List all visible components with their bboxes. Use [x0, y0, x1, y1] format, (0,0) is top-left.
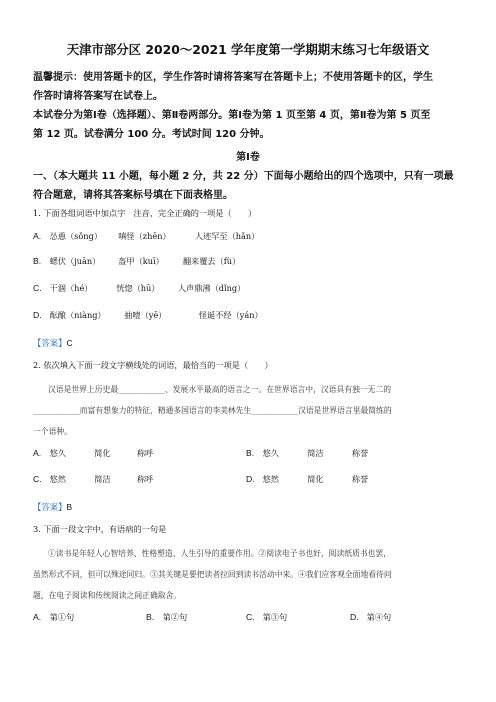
q1-stem: 1. 下面各组词语中加点字 注音，完全正确的一项是（ ）: [33, 208, 257, 218]
option-item: 干涸（hé）: [49, 283, 93, 293]
option-item: 怪诞不经（yán）: [198, 310, 263, 320]
option-item: 抽噎（yē）: [124, 310, 167, 320]
q2-option-c[interactable]: [33, 474, 153, 485]
option-item: 称誉: [351, 474, 369, 484]
q3-option-a[interactable]: [33, 612, 74, 623]
option-item: 第①句: [49, 612, 75, 622]
option-item: 人迹罕至（hǎn）: [194, 231, 260, 241]
option-letter: B.: [246, 448, 255, 458]
answer-label: 【答案】: [33, 502, 67, 512]
q3-passage-line-1: ①读书是年轻人心智培养、性格塑造、人生引导的重要作用。②阅读电子书也好，阅读纸质书也罢，: [48, 549, 392, 558]
option-letter: A.: [33, 612, 42, 622]
option-item: 怂恿（sǒng）: [49, 231, 103, 241]
option-letter: D.: [246, 474, 255, 484]
option-item: 悠久: [49, 448, 66, 458]
page-title: 天津市部分区 2020～2021 学年度第一学期期末练习七年级语文: [66, 42, 430, 57]
option-item: 翻来覆去（fù）: [182, 256, 241, 266]
option-item: 悠然: [262, 474, 279, 484]
option-item: 称呼: [136, 448, 154, 458]
option-letter: A.: [33, 231, 42, 241]
answer-label: 【答案】: [33, 338, 67, 348]
option-letter: A.: [33, 448, 42, 458]
q3-stem: 3. 下面一段文字中，有语病的一句是: [33, 524, 167, 534]
option-letter: D.: [350, 612, 359, 622]
answer-value: C: [66, 338, 73, 348]
q3-passage-line-2: 虽然形式不同，但可以殊途同归。③其关键是要把读者拉回到读书活动中来。④我们应客观全面地看待问: [33, 570, 392, 579]
q2-option-a[interactable]: [33, 448, 153, 459]
option-item: 第②句: [162, 612, 188, 622]
option-item: 称呼: [136, 474, 154, 484]
info-line-1: 本试卷分为第Ⅰ卷（选择题）、第Ⅱ卷两部分。第Ⅰ卷为第 1 页至第 4 页，第Ⅱ卷为第 5 页至: [33, 110, 431, 121]
q3-option-d[interactable]: [350, 612, 391, 623]
option-item: 悠久: [262, 448, 279, 458]
option-letter: C.: [33, 283, 42, 293]
option-item: 恍惚（hū）: [116, 283, 160, 293]
option-letter: C.: [33, 474, 42, 484]
q2-option-d[interactable]: [246, 474, 368, 485]
part1-line-2: 符合题意，请将其答案标号填在下面表格里。: [33, 190, 233, 201]
option-item: 简洁: [307, 448, 324, 458]
option-item: 嗔怪（zhēn）: [118, 231, 171, 241]
notice-line-2: 作答时请将答案写在试卷上。: [33, 91, 163, 102]
option-item: 称誉: [351, 448, 369, 458]
q1-option-b[interactable]: [33, 256, 240, 267]
option-item: 简洁: [94, 474, 111, 484]
notice-line-1: 温馨提示：使用答题卡的区，学生作答时请将答案写在答题卡上；不使用答题卡的区，学生: [33, 72, 433, 83]
option-letter: B.: [33, 256, 42, 266]
option-item: 悠然: [49, 474, 66, 484]
option-letter: C.: [246, 612, 255, 622]
q3-option-c[interactable]: [246, 612, 287, 623]
q2-passage-line-3: 一个语种。: [33, 427, 72, 436]
q2-passage-line-1: 汉语是世界上历史最____________、发展水平最高的语言之一。在世界语言中，汉语具有独一无二的: [48, 385, 392, 394]
answer-value: B: [66, 502, 73, 512]
option-item: 简化: [94, 448, 111, 458]
q2-answer: [33, 501, 72, 513]
section-title: 第Ⅰ卷: [236, 152, 260, 163]
q3-passage-line-3: 题，在电子阅读和传统阅读之间正确取舍。: [33, 591, 182, 600]
q1-option-a[interactable]: [33, 231, 259, 242]
q3-option-b[interactable]: [146, 612, 187, 623]
q2-stem: 2. 依次填入下面一段文字横线处的词语，最恰当的一项是（ ）: [33, 360, 273, 370]
option-item: 人声鼎沸（dǐng）: [177, 283, 246, 293]
option-item: 简化: [307, 474, 324, 484]
option-item: 第③句: [262, 612, 288, 622]
option-item: 酝酿（niàng）: [49, 310, 106, 320]
q2-option-b[interactable]: [246, 448, 368, 459]
option-item: 第④句: [366, 612, 392, 622]
q1-option-d[interactable]: [33, 310, 263, 321]
q1-option-c[interactable]: [33, 283, 245, 294]
option-letter: B.: [146, 612, 155, 622]
info-line-2: 第 12 页。试卷满分 100 分。考试时间 120 分钟。: [33, 129, 270, 140]
q2-passage-line-2: ____________而富有想象力的特征，精通多国语言的李美林先生____________汉语是世界语言里最简练的: [33, 406, 392, 415]
q1-answer: [33, 337, 73, 349]
option-item: 盔甲（kuī）: [118, 256, 164, 266]
option-letter: D.: [33, 310, 42, 320]
option-item: 蟋伏（juān）: [49, 256, 101, 266]
part1-line-1: 一、（本大题共 11 小题，每小题 2 分，共 22 分）下面每小题给出的四个选项中，只有一项最: [33, 171, 454, 182]
